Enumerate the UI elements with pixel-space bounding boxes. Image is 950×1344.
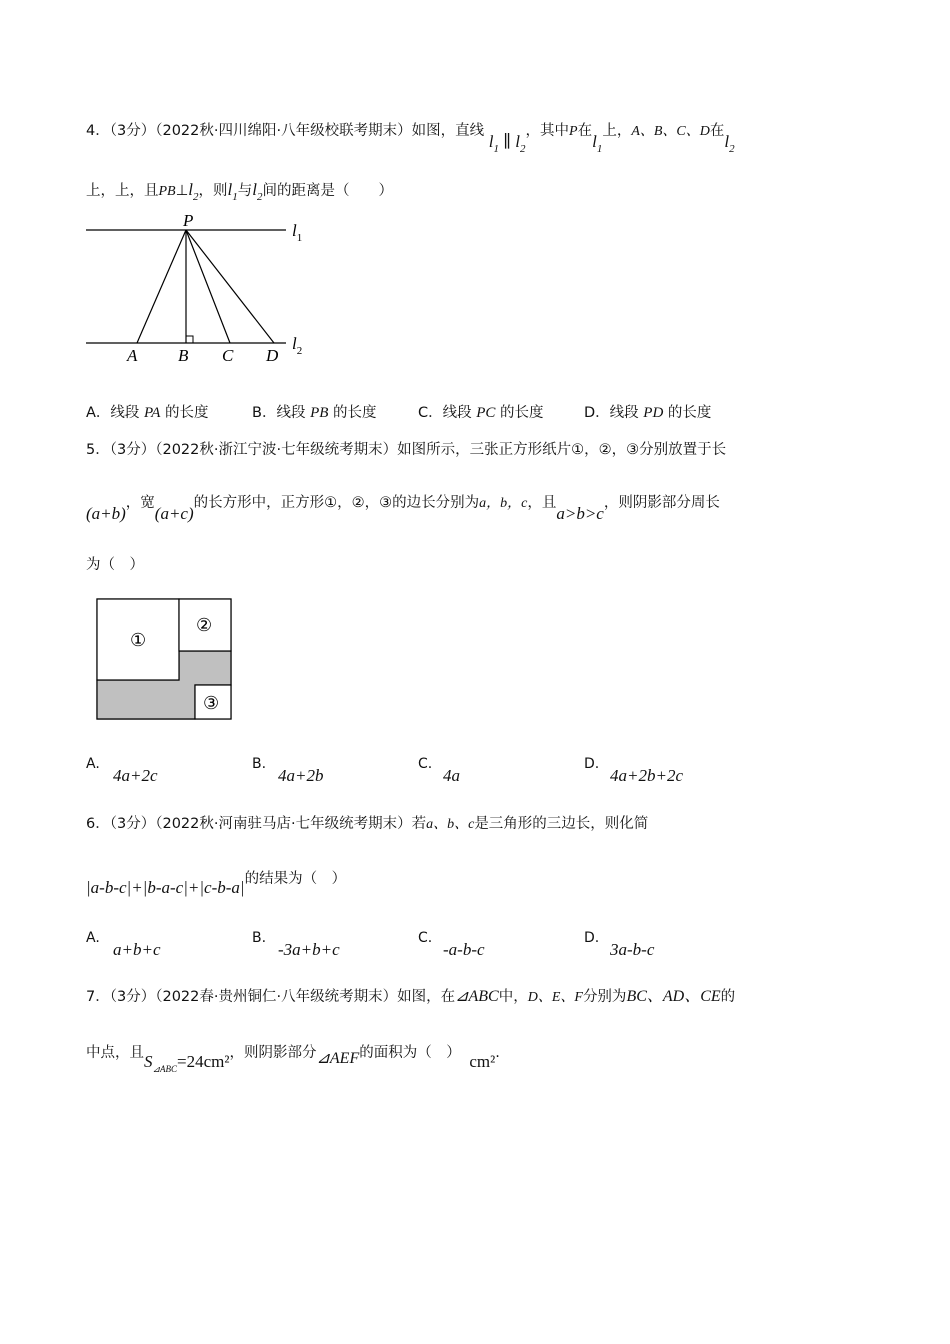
q5-line2: (a+b)，宽(a+c)的长方形中，正方形①，②，③的边长分别为a，b，c，且a>b>c，则阴影部分周长 — [86, 495, 720, 523]
q4-figure — [80, 205, 320, 375]
q4-source: （2022秋·四川绵阳·八年级校联考期末） — [155, 123, 412, 139]
q4-option-d[interactable]: D．线段 PD 的长度 — [584, 405, 712, 421]
q5-option-c[interactable]: 4a — [443, 766, 460, 785]
q5-score: （3分） — [109, 442, 156, 458]
q5-line3: 为（ ） — [86, 557, 144, 573]
q4-fig-label-D: D — [266, 346, 279, 365]
q7-number: 7． — [86, 989, 110, 1005]
q6-option-b[interactable]: -3a+b+c — [278, 940, 340, 959]
q6-option-c[interactable]: -a-b-c — [443, 940, 485, 959]
q5-fig-square-3: ③ — [203, 693, 220, 713]
q4-option-a[interactable]: A．线段 PA 的长度 — [86, 405, 209, 421]
q6-number: 6． — [86, 816, 110, 832]
q6-line2: |a-b-c|+|b-a-c|+|c-b-a|的结果为（ ） — [86, 871, 347, 897]
q7-line2: 中点，且$S_{⊿ABC}=24cm^2$，则阴影部分⊿AEF的面积为（ ） cm². — [86, 1045, 500, 1074]
q5-fig-square-2: ② — [196, 615, 213, 635]
q5-fig-square-1: ① — [130, 630, 147, 650]
q6-option-d[interactable]: 3a-b-c — [610, 940, 655, 959]
q7-source: （2022春·贵州铜仁·八年级统考期末） — [155, 989, 398, 1005]
q5-line1: 5．（3分）（2022秋·浙江宁波·七年级统考期末）如图所示，三张正方形纸片①，②，③分别放置于长 — [86, 442, 727, 458]
q7-line1: 7．（3分）（2022春·贵州铜仁·八年级统考期末）如图，在⊿ABC中，D、E、F分别为BC、AD、CE的 — [86, 988, 736, 1005]
q6-source: （2022秋·河南驻马店·七年级统考期末） — [155, 816, 412, 832]
q4-score: （3分） — [109, 123, 156, 139]
q4-fig-label-l2: $l_2$ — [292, 334, 303, 357]
q6-option-a[interactable]: a+b+c — [113, 940, 161, 959]
q4-line1: 4．（3分）（2022秋·四川绵阳·八年级校联考期末）如图，直线 $l_1$ ∥ $l_2$，其中P在$l_1$上，A、B、C、D在$l_2$ — [86, 123, 735, 155]
q5-option-b[interactable]: 4a+2b — [278, 766, 324, 785]
q5-figure — [92, 594, 238, 724]
q4-line2: 上，上，且$PB\perp l_2$，则$l_1$与$l_2$间的距离是（ ） — [86, 180, 393, 203]
q5-option-a[interactable]: 4a+2c — [113, 766, 158, 785]
q4-fig-label-C: C — [222, 346, 234, 365]
q4-fig-label-A: A — [127, 346, 138, 365]
q5-source: （2022秋·浙江宁波·七年级统考期末） — [155, 442, 398, 458]
q6-line1: 6．（3分）（2022秋·河南驻马店·七年级统考期末）若a、b、c是三角形的三边长，则化简 — [86, 816, 649, 832]
q4-option-b[interactable]: B．线段 PB 的长度 — [252, 405, 377, 421]
q7-score: （3分） — [109, 989, 156, 1005]
q4-fig-label-P: P — [183, 211, 194, 230]
q6-expression: |a-b-c|+|b-a-c|+|c-b-a| — [86, 878, 245, 897]
q5-option-d[interactable]: 4a+2b+2c — [610, 766, 683, 785]
q4-fig-label-l1: $l_1$ — [292, 221, 303, 244]
q4-option-c[interactable]: C．线段 PC 的长度 — [418, 405, 544, 421]
q5-number: 5． — [86, 442, 110, 458]
q6-score: （3分） — [109, 816, 156, 832]
q4-fig-label-B: B — [178, 346, 189, 365]
q4-number: 4． — [86, 123, 110, 139]
